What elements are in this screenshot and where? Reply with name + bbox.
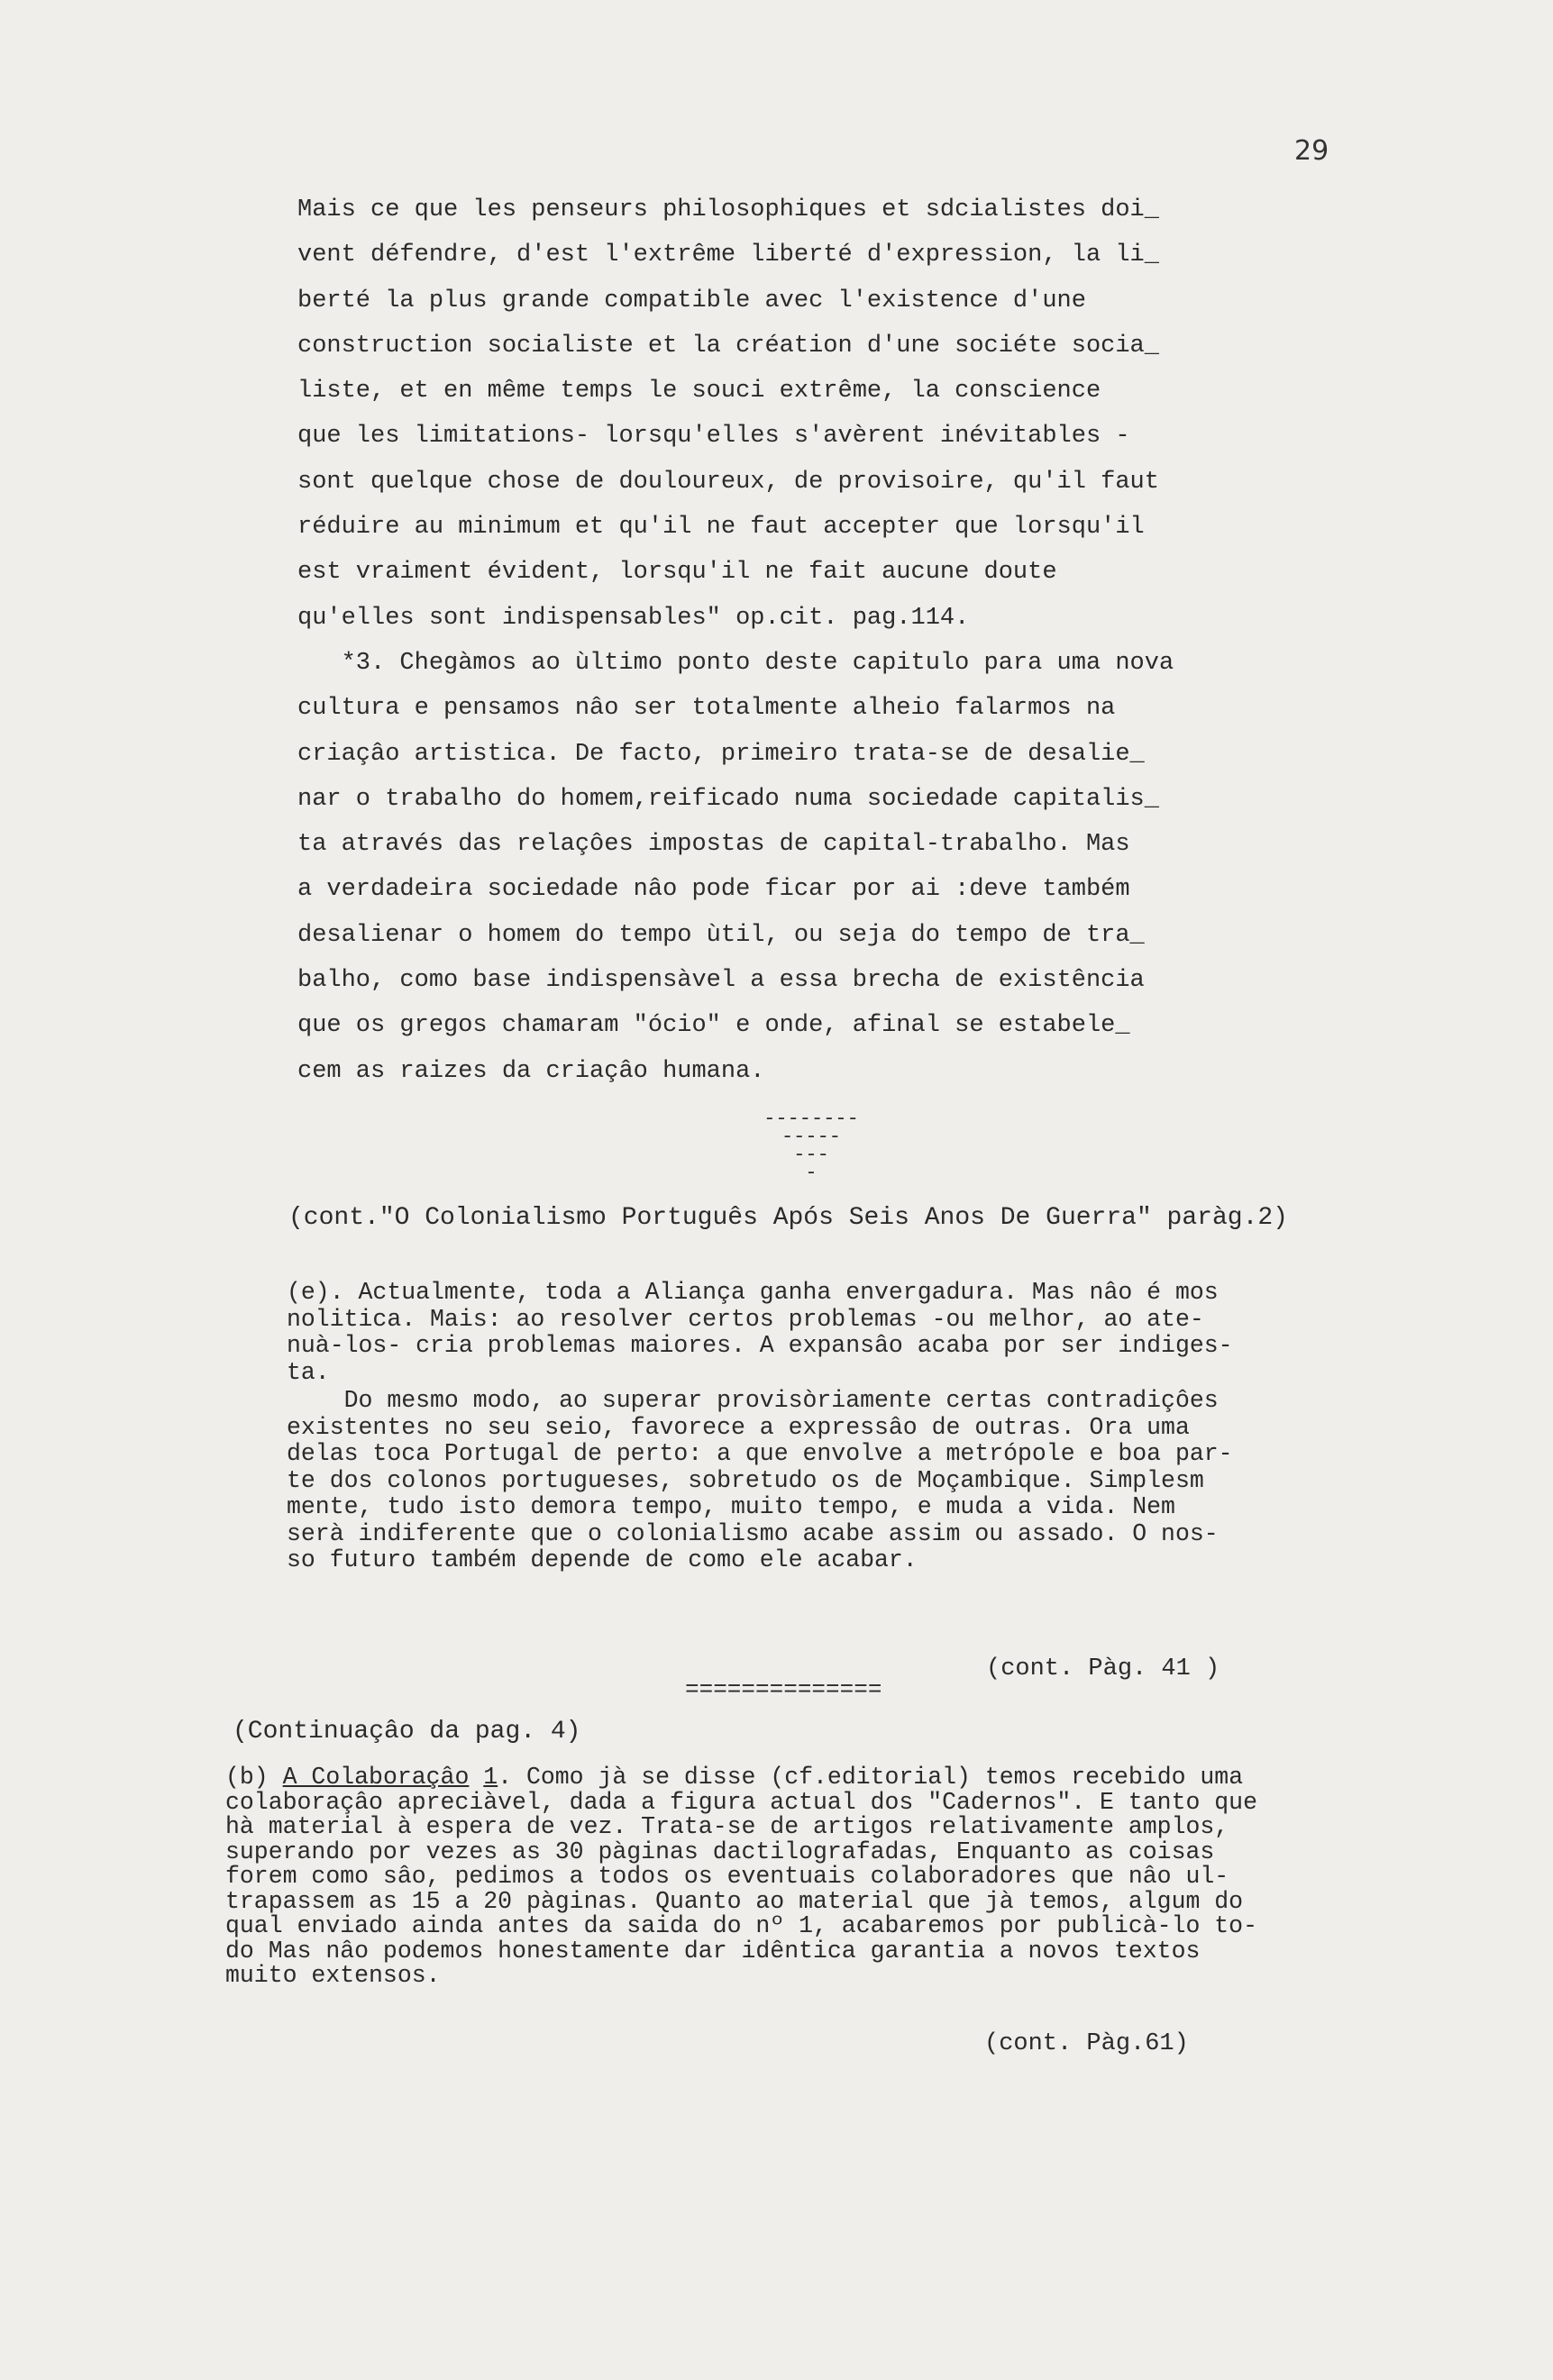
text-line: so futuro também depende de como ele acabar. xyxy=(287,1546,918,1573)
text-line: Mais ce que les penseurs philosophiques et sdcialistes doi_ xyxy=(297,196,1159,223)
text-line: serà indiferente que o colonialismo acabe assim ou assado. O nos- xyxy=(287,1519,1219,1547)
text-line: vent défendre, d'est l'extrême liberté d'expression, la li_ xyxy=(297,242,1159,269)
text-line: colaboraçâo apreciàvel, dada a figura actual dos "Cadernos". E tanto que xyxy=(225,1788,1257,1816)
text-line: construction socialiste et la création d'une sociéte socia_ xyxy=(297,332,1159,360)
equals-separator: ============== xyxy=(685,1676,882,1703)
french-quote-paragraph xyxy=(297,187,1174,1094)
text-line: que les limitations- lorsqu'elles s'avèrent inévitables - xyxy=(297,423,1130,451)
first-line-rest: . Como jà se disse (cf.editorial) temos recebido uma xyxy=(498,1764,1244,1791)
text-line: superando por vezes as 30 pàginas dactilografadas, Enquanto as coisas xyxy=(225,1837,1215,1865)
page-number: 29 xyxy=(1294,135,1329,167)
continuation-heading: (cont."O Colonialismo Português Após Seis Anos De Guerra" paràg.2) xyxy=(288,1204,1288,1232)
text-line: *3. Chegàmos ao ùltimo ponto deste capitulo para uma nova xyxy=(297,649,1174,677)
text-line: réduire au minimum et qu'il ne faut accepter que lorsqu'il xyxy=(297,514,1145,542)
text-line: hà material à espera de vez. Trata-se de artigos relativamente amplos, xyxy=(225,1813,1229,1840)
collaboration-paragraph xyxy=(225,1765,1257,1989)
continuation-from-page-4: (Continuaçâo da pag. 4) xyxy=(233,1718,581,1746)
text-line: trapassem as 15 a 20 pàginas. Quanto ao material que jà temos, algum do xyxy=(225,1887,1244,1915)
text-line: a verdadeira sociedade nâo pode ficar por ai :deve também xyxy=(297,876,1130,904)
text-line: forem como sâo, pedimos a todos os eventuais colaboradores que nâo ul- xyxy=(225,1863,1229,1890)
text-line: (e). Actualmente, toda a Aliança ganha envergadura. Mas nâo é mos xyxy=(287,1279,1219,1306)
text-line: que os gregos chamaram "ócio" e onde, afinal se estabele_ xyxy=(297,1012,1130,1040)
text-line: te dos colonos portugueses, sobretudo os de Moçambique. Simplesm xyxy=(287,1466,1204,1494)
text-line: liste, et en même temps le souci extrême, la conscience xyxy=(297,378,1101,406)
collaboration-number: 1 xyxy=(483,1764,498,1791)
colonialism-paragraph-1 xyxy=(287,1280,1233,1386)
continued-page-41: (cont. Pàg. 41 ) xyxy=(986,1655,1220,1682)
text-line: existentes no seu seio, favorece a expressâo de outras. Ora uma xyxy=(287,1413,1190,1441)
text-line: qu'elles sont indispensables" op.cit. pag.114. xyxy=(297,604,970,632)
text-line: desalienar o homem do tempo ùtil, ou seja do tempo de tra_ xyxy=(297,921,1145,949)
text-line: est vraiment évident, lorsqu'il ne fait aucune doute xyxy=(297,559,1057,587)
separator-line: - xyxy=(805,1162,818,1184)
text-line: Do mesmo modo, ao superar provisòriamente certas contradiçôes xyxy=(287,1387,1219,1414)
text-line: mente, tudo isto demora tempo, muito tempo, e muda a vida. Nem xyxy=(287,1493,1175,1520)
separator-line: --- xyxy=(793,1144,829,1166)
text-line: berté la plus grande compatible avec l'existence d'une xyxy=(297,287,1086,315)
text-line: nar o trabalho do homem,reificado numa sociedade capitalis_ xyxy=(297,785,1159,813)
text-line xyxy=(225,1765,1257,1791)
separator-line: ----- xyxy=(781,1126,841,1148)
colonialism-paragraph-2 xyxy=(287,1388,1233,1574)
continued-page-61: (cont. Pàg.61) xyxy=(984,2030,1189,2057)
text-line: qual enviado ainda antes da saida do nº 1, acabaremos por publicà-lo to- xyxy=(225,1912,1257,1939)
text-line: delas toca Portugal de perto: a que envolve a metrópole e boa par- xyxy=(287,1440,1233,1467)
item-marker: (b) xyxy=(225,1764,283,1791)
text-line: muito extensos. xyxy=(225,1962,441,1989)
text-line: ta através das relaçôes impostas de capital-trabalho. Mas xyxy=(297,831,1130,859)
text-line: cultura e pensamos nâo ser totalmente alheio falarmos na xyxy=(297,695,1116,723)
text-line: ta. xyxy=(287,1358,330,1386)
text-line: do Mas nâo podemos honestamente dar idêntica garantia a novos textos xyxy=(225,1937,1201,1965)
text-line: criaçâo artistica. De facto, primeiro trata-se de desalie_ xyxy=(297,740,1145,768)
text-line: balho, como base indispensàvel a essa brecha de existência xyxy=(297,967,1145,995)
text-line: nuà-los- cria problemas maiores. A expansâo acaba por ser indiges- xyxy=(287,1332,1233,1359)
separator-line: -------- xyxy=(763,1108,859,1130)
text-line: sont quelque chose de douloureux, de provisoire, qu'il faut xyxy=(297,468,1159,496)
text-line: nolitica. Mais: ao resolver certos problemas -ou melhor, ao ate- xyxy=(287,1305,1204,1333)
text-line: cem as raizes da criaçâo humana. xyxy=(297,1057,765,1085)
collaboration-title: A Colaboraçâo xyxy=(282,1764,470,1791)
section-separator xyxy=(730,1110,892,1182)
